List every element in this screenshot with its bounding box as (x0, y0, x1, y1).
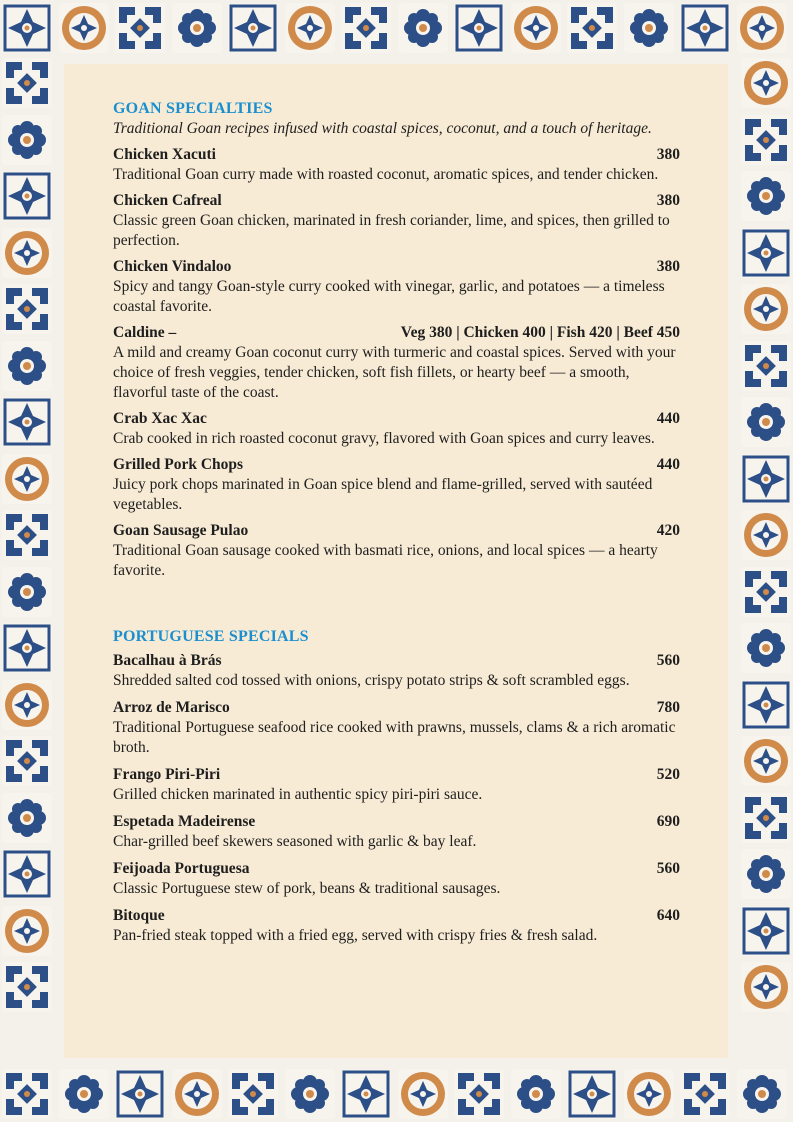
azulejo-tile (741, 793, 791, 843)
menu-item (113, 145, 680, 185)
section-title: PORTUGUESE SPECIALS (113, 628, 309, 645)
menu-item-description: A mild and creamy Goan coconut curry with turmeric and coastal spices. Served with your choice of fresh veggies, tender chicken, soft fish fillets, or hearty beef — a smooth, flavorful taste of the coast. (113, 344, 676, 401)
menu-item-header (113, 145, 680, 165)
azulejo-tile (2, 510, 52, 560)
azulejo-tile (741, 510, 791, 560)
azulejo-tile (2, 454, 52, 504)
azulejo-tile (228, 1069, 278, 1119)
azulejo-tile (2, 341, 52, 391)
azulejo-tile (741, 906, 791, 956)
menu-item-description: Pan-fried steak topped with a fried egg, served with crispy fries & fresh salad. (113, 927, 598, 944)
azulejo-tile (2, 793, 52, 843)
menu-item-description: Traditional Portuguese seafood rice cooked with prawns, mussels, clams & a rich aromatic broth. (113, 719, 676, 756)
azulejo-tile (285, 3, 335, 53)
azulejo-tile (741, 341, 791, 391)
menu-item-header (113, 521, 680, 541)
menu-item-header (113, 257, 680, 277)
azulejo-tile (737, 3, 787, 53)
azulejo-tile (741, 623, 791, 673)
menu-item-name: Grilled Pork Chops (113, 456, 244, 473)
azulejo-tile (228, 3, 278, 53)
menu-item-price: 520 (656, 766, 680, 783)
azulejo-tile (59, 3, 109, 53)
azulejo-tile (741, 171, 791, 221)
menu-item-description: Classic Portuguese stew of pork, beans & traditional sausages. (113, 880, 501, 897)
azulejo-tile (341, 1069, 391, 1119)
azulejo-tile (2, 284, 52, 334)
menu-item-header (113, 191, 680, 211)
section-title: GOAN SPECIALTIES (113, 100, 273, 117)
azulejo-tile (741, 567, 791, 617)
menu-item (113, 765, 680, 805)
azulejo-tile (741, 228, 791, 278)
azulejo-tile (741, 284, 791, 334)
menu-item-name: Feijoada Portuguesa (113, 860, 250, 877)
menu-item (113, 812, 680, 852)
azulejo-tile (2, 3, 52, 53)
azulejo-tile (567, 3, 617, 53)
azulejo-tile (741, 680, 791, 730)
menu-item-header (113, 455, 680, 475)
menu-item-name: Chicken Vindaloo (113, 258, 232, 275)
menu-item-price: 380 (656, 146, 680, 163)
menu-item-name: Frango Piri-Piri (113, 766, 221, 783)
menu-item-description: Classic green Goan chicken, marinated in fresh coriander, lime, and spices, then grilled to perfection. (113, 212, 670, 249)
azulejo-tile (398, 3, 448, 53)
menu-item (113, 651, 680, 691)
goan-specialties-section (113, 99, 680, 581)
menu-item-name: Bacalhau à Brás (113, 652, 222, 669)
menu-item-price: 440 (656, 410, 680, 427)
menu-item (113, 409, 680, 449)
menu-item-description: Spicy and tangy Goan-style curry cooked with vinegar, garlic, and potatoes — a timeless coastal favorite. (113, 278, 665, 315)
azulejo-tile (341, 3, 391, 53)
menu-item (113, 191, 680, 251)
azulejo-tile (2, 680, 52, 730)
azulejo-tile (59, 1069, 109, 1119)
menu-item-name: Chicken Xacuti (113, 146, 216, 163)
azulejo-tile (2, 1069, 52, 1119)
azulejo-tile (115, 1069, 165, 1119)
azulejo-tile (172, 3, 222, 53)
azulejo-tile (398, 1069, 448, 1119)
menu-item-description: Traditional Goan curry made with roasted coconut, aromatic spices, and tender chicken. (113, 166, 659, 183)
azulejo-tile (737, 1069, 787, 1119)
menu-item-description: Traditional Goan sausage cooked with basmati rice, onions, and local spices — a hearty favorite. (113, 542, 658, 579)
portuguese-specials-section (113, 627, 680, 946)
section-subtitle: Traditional Goan recipes infused with coastal spices, coconut, and a touch of heritage. (113, 120, 652, 137)
menu-item-header (113, 323, 680, 343)
menu-item-price: 380 (656, 258, 680, 275)
azulejo-tile (2, 58, 52, 108)
menu-item-header (113, 651, 680, 671)
menu-item-price: Veg 380 | Chicken 400 | Fish 420 | Beef 450 (400, 324, 680, 341)
azulejo-tile (680, 3, 730, 53)
azulejo-tile (741, 115, 791, 165)
menu-item-header (113, 906, 680, 926)
menu-item (113, 906, 680, 946)
menu-item-description: Crab cooked in rich roasted coconut gravy, flavored with Goan spices and curry leaves. (113, 430, 655, 447)
azulejo-tile (624, 1069, 674, 1119)
menu-item-header (113, 409, 680, 429)
menu-item (113, 521, 680, 581)
azulejo-tile (454, 3, 504, 53)
menu-item-name: Goan Sausage Pulao (113, 522, 249, 539)
azulejo-tile (2, 962, 52, 1012)
menu-item-name: Bitoque (113, 907, 165, 924)
azulejo-tile (511, 1069, 561, 1119)
menu-item-name: Arroz de Marisco (113, 699, 230, 716)
menu-item-price: 690 (656, 813, 680, 830)
azulejo-tile (741, 454, 791, 504)
menu-item (113, 323, 680, 403)
azulejo-tile (2, 736, 52, 786)
azulejo-tile (115, 3, 165, 53)
menu-item-name: Chicken Cafreal (113, 192, 222, 209)
menu-item-header (113, 698, 680, 718)
azulejo-tile (285, 1069, 335, 1119)
menu-item-price: 380 (656, 192, 680, 209)
azulejo-tile (741, 849, 791, 899)
azulejo-tile (2, 171, 52, 221)
menu-item-price: 640 (656, 907, 680, 924)
azulejo-tile (2, 397, 52, 447)
menu-item-description: Shredded salted cod tossed with onions, crispy potato strips & soft scrambled eggs. (113, 672, 630, 689)
azulejo-tile (2, 623, 52, 673)
menu-item-header (113, 812, 680, 832)
azulejo-tile (741, 397, 791, 447)
menu-item-price: 420 (656, 522, 680, 539)
azulejo-tile (624, 3, 674, 53)
menu-item-name: Crab Xac Xac (113, 410, 207, 427)
azulejo-tile (680, 1069, 730, 1119)
menu-item (113, 257, 680, 317)
azulejo-tile (567, 1069, 617, 1119)
menu-item-name: Caldine – (113, 324, 177, 341)
azulejo-tile (2, 906, 52, 956)
azulejo-tile (172, 1069, 222, 1119)
menu-item-description: Char-grilled beef skewers seasoned with garlic & bay leaf. (113, 833, 477, 850)
menu-item-description: Juicy pork chops marinated in Goan spice blend and flame-grilled, served with sautéed vegetables. (113, 476, 653, 513)
menu-item-price: 560 (656, 860, 680, 877)
menu-item (113, 455, 680, 515)
azulejo-tile (2, 115, 52, 165)
menu-item-header (113, 765, 680, 785)
azulejo-tile (741, 736, 791, 786)
menu-item (113, 859, 680, 899)
azulejo-tile (2, 567, 52, 617)
azulejo-tile (511, 3, 561, 53)
azulejo-tile (454, 1069, 504, 1119)
azulejo-tile (741, 58, 791, 108)
azulejo-tile (2, 228, 52, 278)
azulejo-tile (741, 962, 791, 1012)
menu-item-price: 560 (656, 652, 680, 669)
menu-item-price: 440 (656, 456, 680, 473)
menu-item-description: Grilled chicken marinated in authentic spicy piri-piri sauce. (113, 786, 483, 803)
menu-content (113, 99, 680, 953)
menu-item (113, 698, 680, 758)
azulejo-tile (2, 849, 52, 899)
menu-item-name: Espetada Madeirense (113, 813, 256, 830)
menu-item-price: 780 (656, 699, 680, 716)
menu-item-header (113, 859, 680, 879)
